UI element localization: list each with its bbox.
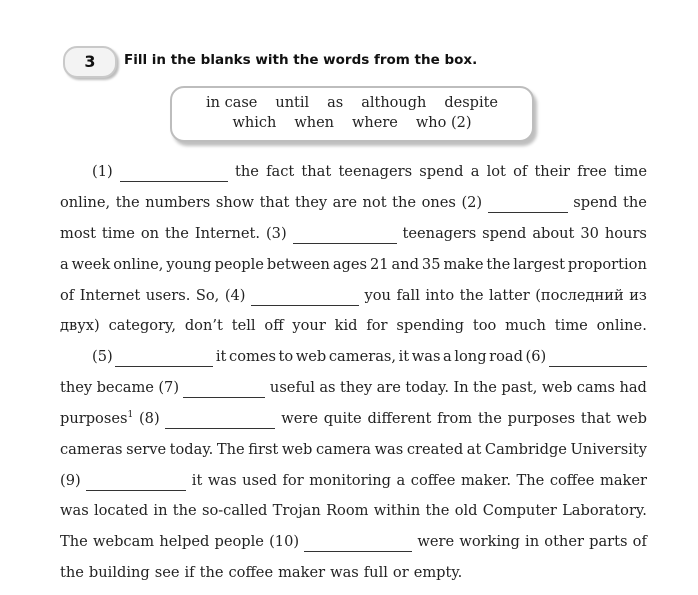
text-word: maker (278, 564, 326, 581)
text-word: fall (396, 287, 420, 304)
text-word: working (459, 533, 520, 550)
text-word: online, (113, 256, 164, 273)
text-word: (3) (265, 225, 287, 242)
text-word: the (165, 225, 189, 242)
text-word: of (632, 533, 647, 550)
text-word: a (396, 472, 406, 489)
text-word: for (282, 472, 304, 489)
text-word: (последний (535, 287, 624, 304)
text-word: (4) (224, 287, 246, 304)
text-line (60, 286, 647, 306)
text-line (60, 471, 647, 491)
answer-blank[interactable] (165, 414, 275, 429)
text-word: latter (489, 287, 530, 304)
word-option: despite (444, 95, 499, 111)
text-word: quite (323, 410, 362, 427)
text-word: web (295, 348, 327, 365)
text-word: fact (266, 163, 295, 180)
word-option: as (327, 95, 344, 111)
text-word: (10) (269, 533, 300, 550)
text-word: that (580, 410, 611, 427)
text-word: it (191, 472, 203, 489)
word-option: who (2) (415, 115, 472, 131)
text-word: located (93, 502, 149, 519)
answer-blank[interactable] (115, 352, 213, 367)
text-word: was (330, 564, 359, 581)
text-line (60, 501, 647, 521)
exercise-number: 3 (63, 46, 117, 78)
text-word: (5) (92, 348, 113, 365)
text-word: today. (405, 379, 449, 396)
text-word: teenagers (402, 225, 477, 242)
text-word: University (570, 441, 647, 458)
word-box-row-2 (172, 115, 532, 131)
text-word: between (266, 256, 330, 273)
text-word: the (477, 410, 502, 427)
text-word: within (373, 502, 421, 519)
text-word: the (392, 194, 417, 211)
text-word: time (101, 225, 135, 242)
text-word: (8) (138, 410, 160, 427)
text-word: cameras (60, 441, 123, 458)
text-word: see (154, 564, 180, 581)
text-word: too (472, 317, 497, 334)
text-word: don’t (184, 317, 223, 334)
text-word: off (264, 317, 284, 334)
text-word: to (278, 348, 294, 365)
text-word: The (216, 441, 245, 458)
text-word: web (541, 379, 573, 396)
text-word: the (473, 379, 497, 396)
text-word: coffee (228, 564, 274, 581)
text-word: coffee (549, 472, 595, 489)
text-word: used (242, 472, 277, 489)
text-word: numbers (145, 194, 211, 211)
text-word: webcam (92, 533, 155, 550)
text-word: a (60, 256, 69, 273)
text-word: show (215, 194, 255, 211)
text-word: people (214, 256, 264, 273)
answer-blank[interactable] (183, 383, 265, 398)
answer-blank[interactable] (251, 291, 359, 306)
text-word: monitoring (309, 472, 391, 489)
text-word: was (207, 472, 237, 489)
text-line (60, 440, 647, 460)
text-line (60, 378, 647, 398)
text-word: (2) (461, 194, 483, 211)
text-word: of (513, 163, 528, 180)
text-word: in (525, 533, 540, 550)
text-word: Trojan (272, 502, 321, 519)
text-word: spend (419, 163, 464, 180)
text-word: Laboratory. (562, 502, 647, 519)
text-word: purposes$^1$ (60, 410, 134, 427)
text-word: Internet (79, 287, 141, 304)
answer-blank[interactable] (549, 352, 647, 367)
text-word: из (629, 287, 647, 304)
text-word: 30 (580, 225, 599, 242)
answer-blank[interactable] (293, 229, 397, 244)
text-word: useful (269, 379, 315, 396)
text-word: serve (126, 441, 167, 458)
text-line (60, 563, 647, 583)
word-option: where (352, 115, 398, 131)
text-word: spend (482, 225, 527, 242)
text-word: people (214, 533, 264, 550)
text-word: was (411, 348, 441, 365)
text-word: past, (501, 379, 538, 396)
text-word: they (60, 379, 93, 396)
text-word: first (248, 441, 279, 458)
text-word: about (532, 225, 575, 242)
text-word: Room (326, 502, 369, 519)
text-word: were (281, 410, 318, 427)
text-word: the (172, 502, 197, 519)
text-word: of (60, 287, 75, 304)
word-option: when (294, 115, 335, 131)
text-word: at (466, 441, 482, 458)
text-word: category, (108, 317, 176, 334)
text-word: empty. (413, 564, 463, 581)
text-word: (7) (158, 379, 180, 396)
text-word: online, (60, 194, 111, 211)
text-word: Internet. (194, 225, 261, 242)
text-word: The (516, 472, 545, 489)
text-word: cameras, (328, 348, 397, 365)
text-word: full (363, 564, 388, 581)
text-word: it (215, 348, 227, 365)
text-word: users. (145, 287, 191, 304)
text-word: you (364, 287, 391, 304)
text-line (60, 255, 647, 275)
text-word: camera (315, 441, 371, 458)
text-word: teenagers (338, 163, 413, 180)
text-word: in (153, 502, 168, 519)
text-line (92, 347, 647, 367)
text-word: today. (169, 441, 214, 458)
text-word: (6) (525, 348, 547, 365)
text-word: Cambridge (484, 441, 567, 458)
text-word: building (88, 564, 150, 581)
text-word: was (60, 502, 89, 519)
text-word: so-called (201, 502, 268, 519)
text-word: created (406, 441, 464, 458)
text-word: and (391, 256, 419, 273)
text-word: a (470, 163, 480, 180)
text-word: most (60, 225, 96, 242)
text-word: kid (334, 317, 358, 334)
text-word: much (505, 317, 546, 334)
text-word: hours (604, 225, 647, 242)
text-word: the (60, 564, 84, 581)
text-word: if (184, 564, 195, 581)
text-word: week (71, 256, 111, 273)
text-word: двух) (60, 317, 100, 334)
text-word: was (374, 441, 404, 458)
answer-blank[interactable] (86, 476, 186, 491)
text-word: So, (195, 287, 220, 304)
text-word: on (140, 225, 160, 242)
text-word: the (115, 194, 140, 211)
word-box-row-1 (172, 95, 532, 111)
text-line (60, 532, 647, 552)
text-word: old (454, 502, 478, 519)
text-word: it (398, 348, 410, 365)
text-word: or (392, 564, 409, 581)
text-word: for (366, 317, 388, 334)
text-line (92, 162, 647, 182)
text-word: the (623, 194, 647, 211)
text-line (60, 193, 647, 213)
text-word: free (577, 163, 607, 180)
answer-blank[interactable] (120, 167, 228, 182)
text-line (60, 224, 647, 244)
text-word: as (319, 379, 336, 396)
text-word: time (613, 163, 647, 180)
text-word: (9) (60, 472, 81, 489)
text-word: that (301, 163, 332, 180)
text-word: comes (229, 348, 276, 365)
text-word: had (619, 379, 647, 396)
text-word: ones (421, 194, 456, 211)
text-word: young (166, 256, 212, 273)
text-word: became (96, 379, 154, 396)
text-word: cams (576, 379, 615, 396)
text-word: the (235, 163, 259, 180)
text-word: lot (486, 163, 506, 180)
word-option: although (361, 95, 427, 111)
text-line (60, 316, 647, 336)
word-option: until (275, 95, 310, 111)
text-word: ages (332, 256, 368, 273)
text-word: parts (589, 533, 628, 550)
text-word: they (294, 194, 328, 211)
text-word: from (437, 410, 473, 427)
footnote-mark: 1 (127, 410, 134, 421)
text-word: purposes (507, 410, 576, 427)
text-word: the (199, 564, 224, 581)
text-word: a (443, 348, 452, 365)
text-word: online. (596, 317, 647, 334)
text-word: not (362, 194, 387, 211)
text-word: tell (231, 317, 256, 334)
text-word: are (332, 194, 357, 211)
text-word: helped (159, 533, 210, 550)
answer-blank[interactable] (488, 198, 568, 213)
text-word: web (281, 441, 313, 458)
text-word: 21 (369, 256, 389, 273)
text-word: The (60, 533, 88, 550)
text-word: the (486, 256, 511, 273)
text-word: make (443, 256, 484, 273)
text-word: spending (396, 317, 464, 334)
text-word: your (292, 317, 326, 334)
text-word: were (417, 533, 455, 550)
text-word: long (454, 348, 487, 365)
text-word: that (259, 194, 290, 211)
text-word: maker (600, 472, 647, 489)
text-word: their (534, 163, 570, 180)
text-word: road (489, 348, 523, 365)
text-word: largest (513, 256, 565, 273)
text-word: spend (573, 194, 618, 211)
text-word: In (453, 379, 469, 396)
text-word: web (616, 410, 647, 427)
text-word: Computer (482, 502, 557, 519)
text-word: other (544, 533, 584, 550)
text-word: are (376, 379, 401, 396)
text-word: the (425, 502, 450, 519)
text-word: coffee (410, 472, 456, 489)
text-line (60, 409, 647, 429)
word-option: in case (205, 95, 258, 111)
text-word: the (459, 287, 484, 304)
text-word: time (554, 317, 588, 334)
word-option: which (232, 115, 277, 131)
answer-blank[interactable] (304, 537, 412, 552)
exercise-instruction: Fill in the blanks with the words from the box. (124, 52, 478, 68)
text-word: (1) (92, 163, 113, 180)
text-word: maker. (460, 472, 511, 489)
text-word: proportion (567, 256, 647, 273)
text-word: different (367, 410, 432, 427)
text-word: they (340, 379, 373, 396)
text-word: 35 (421, 256, 441, 273)
text-word: into (425, 287, 455, 304)
word-box (170, 86, 534, 142)
